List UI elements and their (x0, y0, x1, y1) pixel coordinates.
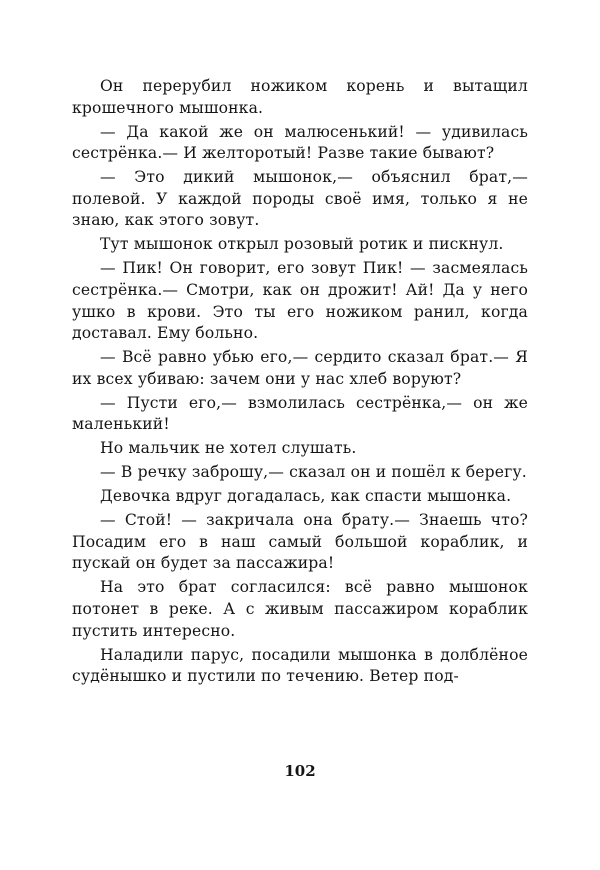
paragraph: Девочка вдруг догадалась, как спасти мышонка. (100, 487, 512, 506)
paragraph: Тут мышонок открыл розовый ротик и пискнул. (100, 235, 504, 254)
paragraph: Наладили парус, посадили мышонка в долблёное судёнышко и пустили по течению. Ветер под- (72, 645, 528, 686)
paragraph: — Это дикий мышонок,— объяснил брат,— полевой. У каждой породы своё имя, только я не знаю, как этого зовут. (72, 168, 528, 230)
paragraph: Но мальчик не хотел слушать. (100, 439, 357, 458)
paragraph: — Да какой же он малюсенький! — удивилась сестрёнка.— И желторотый! Разве такие бывают? (72, 122, 528, 163)
page-number: 102 (284, 762, 316, 780)
paragraph: — В речку заброшу,— сказал он и пошёл к берегу. (100, 463, 527, 482)
paragraph: Он перерубил ножиком корень и вытащил крошечного мышонка. (72, 77, 528, 117)
paragraph: — Всё равно убью его,— сердито сказал брат.— Я их всех убиваю: зачем они у нас хлеб воруют? (72, 348, 528, 388)
paragraph: — Пик! Он говорит, его зовут Пик! — засмеялась сестрёнка.— Смотри, как он дрожит! Ай! Да у него ушко в крови. Это ты его ножиком ранил, когда доставал. Ему больно. (72, 259, 528, 343)
paragraph: — Стой! — закричала она брату.— Знаешь что? Посадим его в наш самый большой кораблик, и пускай он будет за пассажира! (72, 511, 528, 573)
paragraph: На это брат согласился: всё равно мышонок потонет в реке. А с живым пассажиром кораблик пустить интересно. (72, 578, 528, 640)
paragraph: — Пусти его,— взмолилась сестрёнка,— он же маленький! (72, 393, 528, 434)
page-text (72, 76, 528, 690)
